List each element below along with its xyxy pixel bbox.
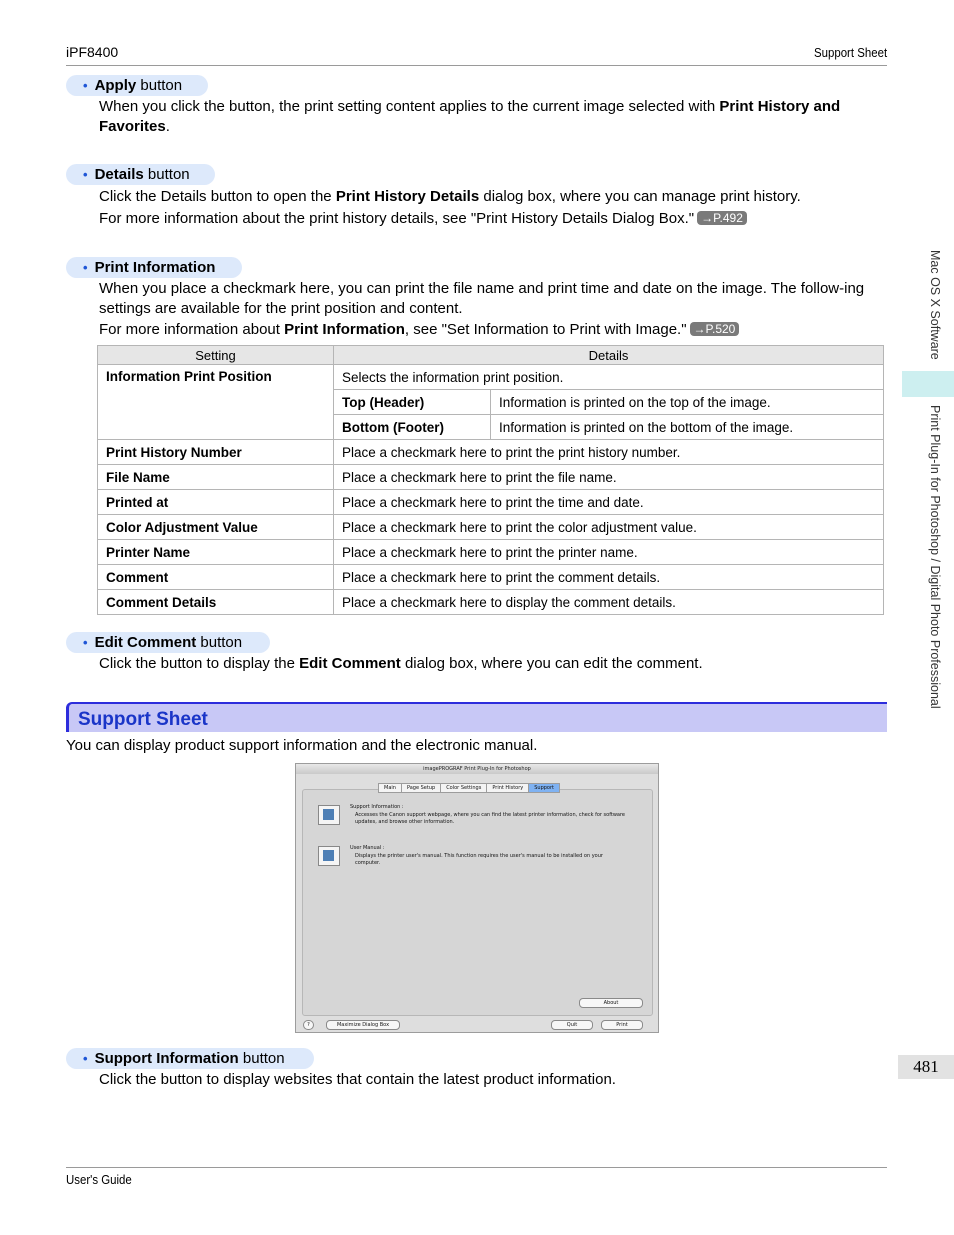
tab-color-settings[interactable]: Color Settings <box>440 783 487 793</box>
bullet-icon: • <box>83 167 88 182</box>
table-row: Comment Place a checkmark here to print the comment details. <box>98 565 884 590</box>
table-row: Top (Header) Information is printed on the top of the image. <box>98 390 884 415</box>
quit-button[interactable]: Quit <box>551 1020 593 1030</box>
printinfo-reference: For more information about Print Information, see "Set Information to Print with Image." →P.520 <box>99 320 879 340</box>
section-title-bar <box>66 702 887 732</box>
side-tab-marker <box>902 371 954 397</box>
support-dialog-screenshot <box>295 763 659 1033</box>
print-button[interactable]: Print <box>601 1020 643 1030</box>
header-section: Support Sheet <box>813 45 887 60</box>
page-number: 481 <box>898 1055 954 1079</box>
bullet-icon: • <box>83 78 88 93</box>
table-row: Print History Number Place a checkmark here to print the print history number. <box>98 440 884 465</box>
dialog-title: imagePROGRAF Print Plug-In for Photoshop <box>296 764 658 774</box>
support-info-icon[interactable] <box>318 805 340 825</box>
section-title: Support Sheet <box>78 709 208 730</box>
dialog-panel <box>302 789 653 1016</box>
details-description: Click the Details button to open the Print History Details dialog box, where you can manage print history. <box>99 188 801 205</box>
apply-description: When you click the button, the print setting content applies to the current image selected with Print History and Favorites. <box>99 98 841 135</box>
table-row: Information Print Position Selects the information print position. <box>98 365 884 390</box>
details-reference: For more information about the print history details, see "Print History Details Dialog Box." →P.492 <box>99 209 879 229</box>
tab-print-history[interactable]: Print History <box>486 783 529 793</box>
support-info-title: Support Information : <box>350 804 404 810</box>
side-chapter: Mac OS X Software <box>928 250 942 360</box>
footer-rule <box>66 1167 887 1168</box>
user-manual-icon[interactable] <box>318 846 340 866</box>
page-ref-link[interactable]: →P.492 <box>697 211 747 225</box>
table-header: Details <box>334 346 884 365</box>
about-button[interactable]: About <box>579 998 643 1008</box>
table-row: Printer Name Place a checkmark here to print the printer name. <box>98 540 884 565</box>
tab-main[interactable]: Main <box>378 783 402 793</box>
details-heading: • Details button <box>66 164 215 185</box>
table-row: Comment Details Place a checkmark here to display the comment details. <box>98 590 884 615</box>
tab-support[interactable]: Support <box>528 783 560 793</box>
table-row: Color Adjustment Value Place a checkmark here to print the color adjustment value. <box>98 515 884 540</box>
help-button[interactable]: ? <box>303 1020 314 1030</box>
supportinfo-description: Click the button to display websites that contain the latest product information. <box>99 1071 616 1088</box>
maximize-dialog-button[interactable]: Maximize Dialog Box <box>326 1020 400 1030</box>
printinfo-heading: • Print Information <box>66 257 242 278</box>
support-info-desc: Accesses the Canon support webpage, where you can find the latest printer information, check for software updates, and browse other information. <box>355 812 625 825</box>
table-header: Setting <box>98 346 334 365</box>
footer-title: User's Guide <box>66 1172 132 1187</box>
page-ref-link[interactable]: →P.520 <box>690 322 740 336</box>
table-row: File Name Place a checkmark here to print the file name. <box>98 465 884 490</box>
editcomment-heading: • Edit Comment button <box>66 632 270 653</box>
printinfo-description: When you place a checkmark here, you can print the file name and print time and date on the image. The follow-ing settings are available for the print position and content. <box>99 280 865 317</box>
table-row: Bottom (Footer) Information is printed on the bottom of the image. <box>98 415 884 440</box>
header-product: iPF8400 <box>66 44 119 60</box>
dialog-tabs <box>379 783 560 793</box>
side-subchapter: Print Plug-In for Photoshop / Digital Photo Professional <box>928 405 942 709</box>
section-intro: You can display product support information and the electronic manual. <box>66 737 538 754</box>
bullet-icon: • <box>83 260 88 275</box>
editcomment-description: Click the button to display the Edit Comment dialog box, where you can edit the comment. <box>99 655 703 672</box>
supportinfo-heading: • Support Information button <box>66 1048 314 1069</box>
header-rule <box>66 65 887 66</box>
apply-heading: • Apply button <box>66 75 208 96</box>
tab-page-setup[interactable]: Page Setup <box>401 783 441 793</box>
user-manual-desc: Displays the printer user's manual. This function requires the user's manual to be installed on your computer. <box>355 853 603 866</box>
user-manual-title: User Manual : <box>350 845 385 851</box>
bullet-icon: • <box>83 635 88 650</box>
settings-table <box>97 345 884 615</box>
table-row: Printed at Place a checkmark here to print the time and date. <box>98 490 884 515</box>
bullet-icon: • <box>83 1051 88 1066</box>
